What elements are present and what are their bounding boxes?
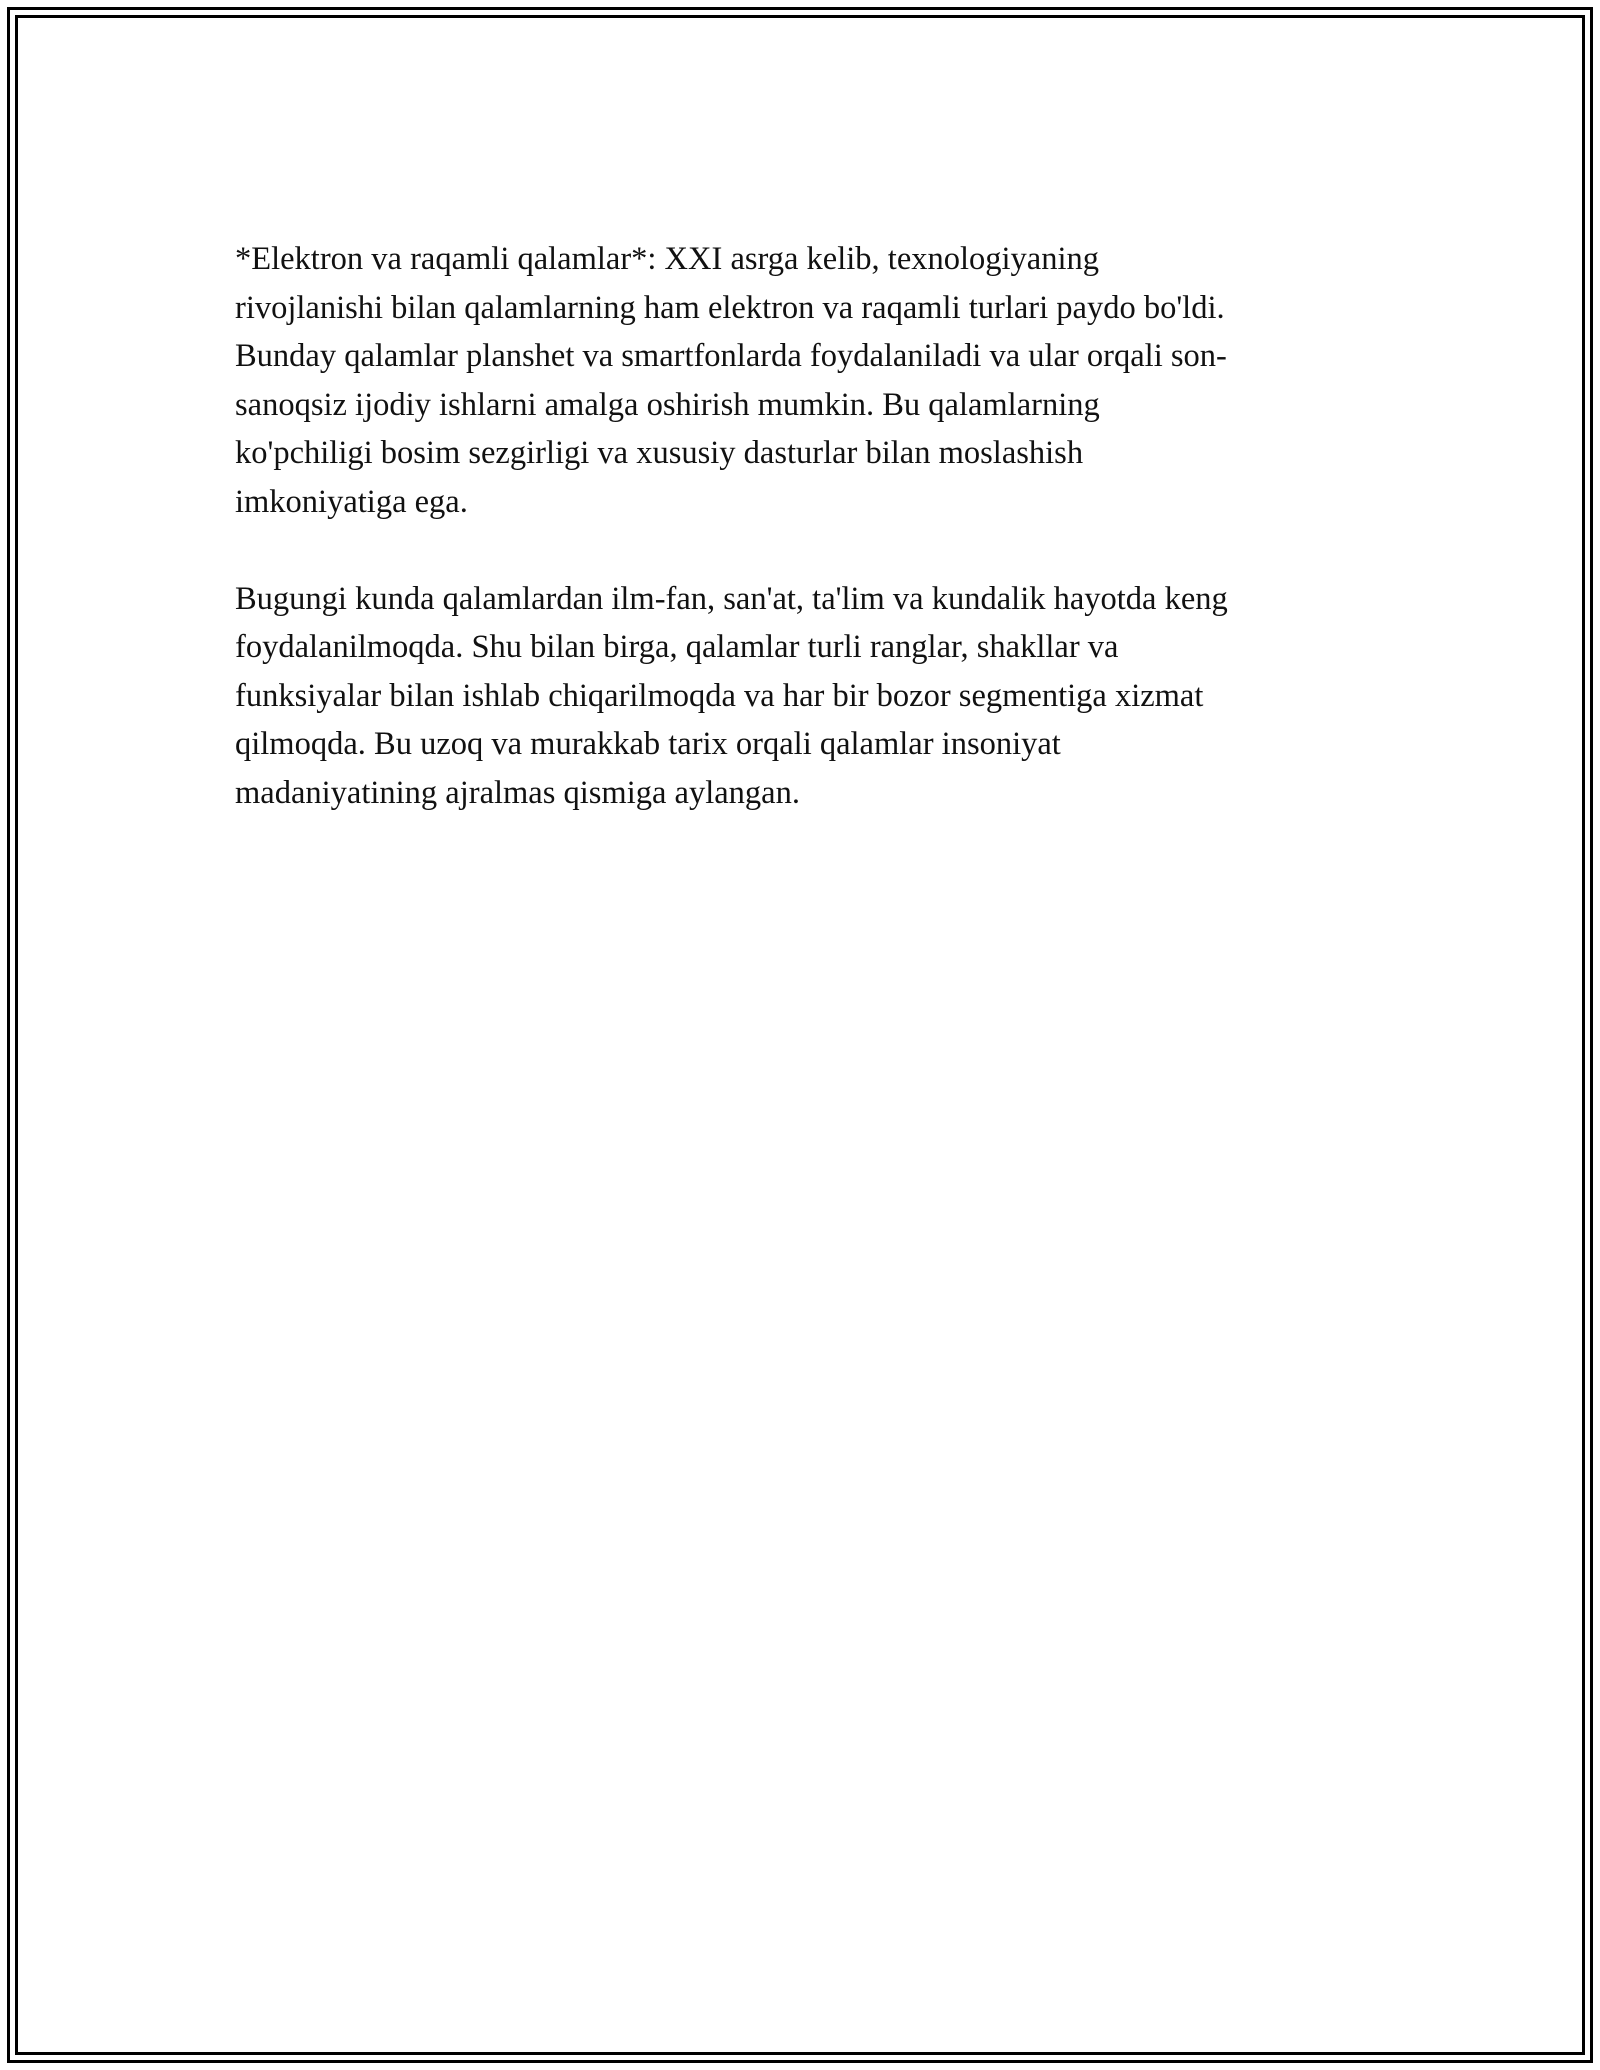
text-line: sanoqsiz ijodiy ishlarni amalga oshirish mumkin. Bu qalamlarning — [235, 386, 1100, 423]
text-line: *Elektron va raqamli qalamlar*: XXI asrga kelib, texnologiyaning — [235, 241, 1100, 277]
text-line: rivojlanishi bilan qalamlarning ham elektron va raqamli turlari paydo bo'ldi. — [235, 289, 1225, 326]
text-line: Bunday qalamlar planshet va smartfonlarda foydalaniladi va ular orqali son- — [235, 338, 1227, 374]
text-line: madaniyatining ajralmas qismiga aylangan. — [235, 774, 800, 811]
document-body — [235, 235, 1365, 817]
paragraph-conclusion — [235, 575, 1365, 818]
text-line: imkoniyatiga ega. — [235, 483, 468, 520]
text-line: foydalanilmoqda. Shu bilan birga, qalamlar turli ranglar, shakllar va — [235, 629, 1119, 665]
text-line: ko'pchiligi bosim sezgirligi va xususiy dasturlar bilan moslashish — [235, 435, 1084, 471]
text-line: Bugungi kunda qalamlardan ilm-fan, san'at, ta'lim va kundalik hayotda keng — [235, 580, 1228, 617]
paragraph-electronic-pens — [235, 235, 1365, 526]
text-line: qilmoqda. Bu uzoq va murakkab tarix orqali qalamlar insoniyat — [235, 726, 1061, 762]
text-line: funksiyalar bilan ishlab chiqarilmoqda va har bir bozor segmentiga xizmat — [235, 677, 1204, 714]
